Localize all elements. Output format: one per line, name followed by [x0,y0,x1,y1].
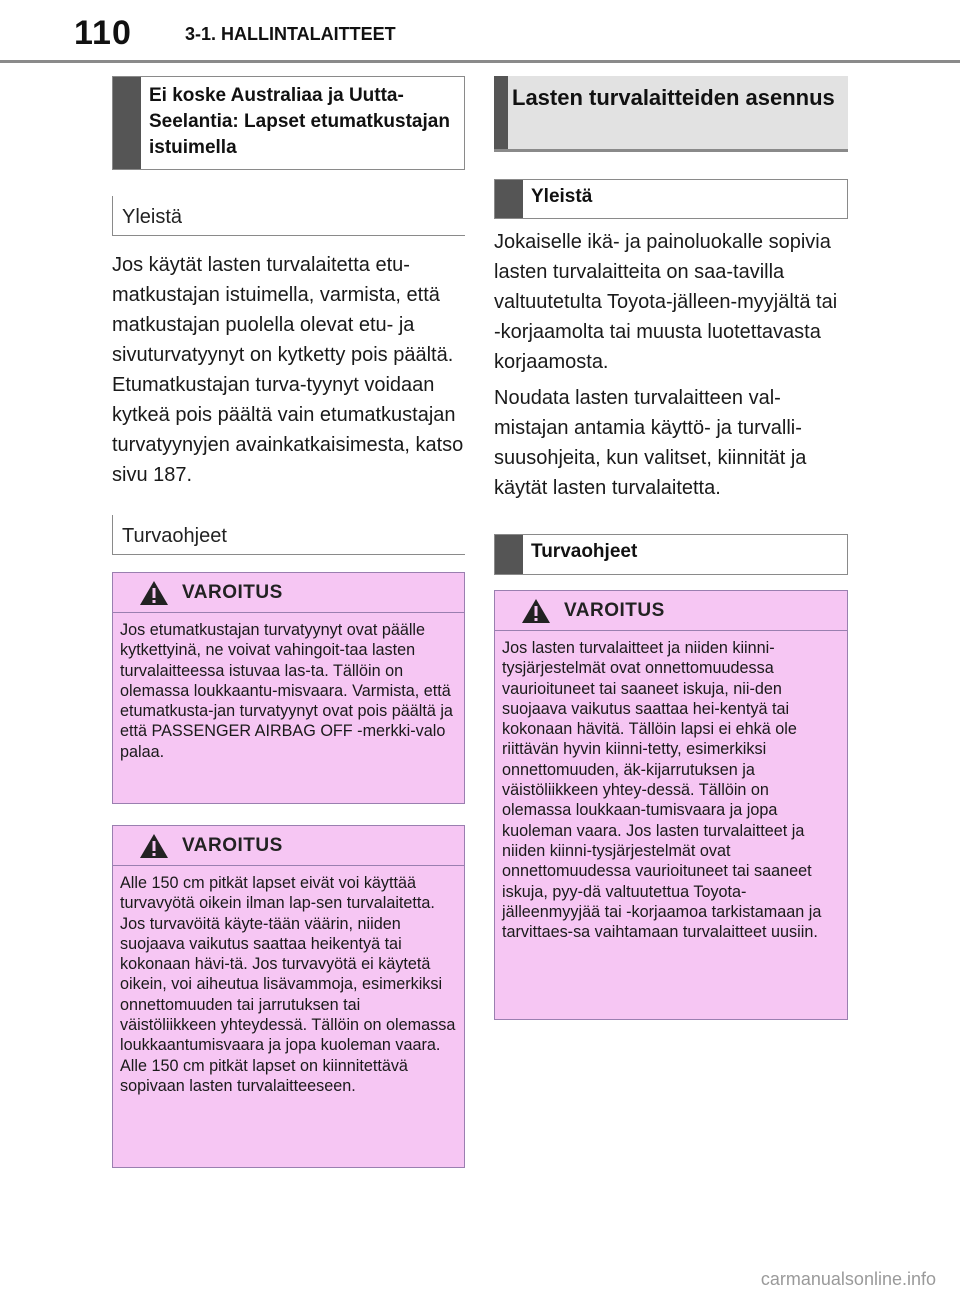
warning-header [113,826,464,866]
section-bar [495,180,523,218]
section-bar [494,76,508,149]
header-divider [0,60,960,63]
paragraph-text: Jos käytät lasten turvalaitetta etu-matkustajan istuimella, varmista, että matkustajan puolella olevat etu- ja sivuturvatyynyt on kytketty pois päältä. Etumatkustajan turva-tyynyt voidaan kytkeä pois päältä vain etumatkustajan turvatyynyjen avainkatkaisimesta, katso sivu 187. [112,254,464,486]
warning-title: VAROITUS [564,600,665,621]
warning-box-1 [112,572,465,804]
subheading-general-right [494,179,848,219]
paragraph-left [112,250,467,496]
chapter-title: 3-1. HALLINTALAITTEET [185,24,396,44]
page-number: 110 [74,14,132,52]
warning-title: VAROITUS [182,835,283,856]
warning-header [113,573,464,613]
section-title-right: Lasten turvalaitteiden asennus [512,85,835,110]
warning-text: Alle 150 cm pitkät lapset eivät voi käyttää turvavyötä oikein ilman lap-sen turvalaitetta. Jos turvavöitä käyte-tään väärin, niiden suojaava vaikutus saattaa heikentyä tai kokonaan hävi-tä. Jos turvavyötä ei käytetä oikein, voi aiheutua lisävammoja, esimerkiksi onnettomuuden tai jarrutuksen tai väistöliikkeen yhteydessä. Tällöin on olemassa loukkaantumisvaara ja jopa kuoleman vaara. Alle 150 cm pitkät lapset on kiinnitettävä sopivaan lasten turvalaitteeseen. [120,874,456,1095]
paragraph-text: Noudata lasten turvalaitteen val-mistajan antamia käyttö- ja turvalli-suusohjeita, kun valitset, kiinnität ja käytät lasten turvalaitetta. [494,387,807,499]
warning-box-2 [112,825,465,1168]
warning-title: VAROITUS [182,582,283,603]
warning-header [495,591,847,631]
warning-triangle-icon [521,598,551,629]
section-title-left: Ei koske Australiaa ja Uutta-Seelantia: Lapset etumatkustajan istuimella [149,85,450,158]
warning-text: Jos etumatkustajan turvatyynyt ovat päälle kytkettyinä, ne voivat vahingoit-taa lasten turvalaitteessa istuvaa las-ta. Tällöin on olemassa loukkaantu-misvaara. Varmista, että etumatkusta-jan turvatyynyt ovat pois päältä ja että PASSENGER AIRBAG OFF -merkki-valo palaa. [120,621,453,761]
subheading-general-left [112,196,465,236]
section-bar [113,77,141,169]
warning-triangle-icon [139,580,169,611]
subheading-safety-right [494,534,848,575]
section-bar [495,535,523,574]
subheading-label: Turvaohjeet [122,525,227,547]
paragraph-text: Jokaiselle ikä- ja painoluokalle sopivia lasten turvalaitteita on saa-tavilla valtuutetulta Toyota-jälleen-myyjältä tai -korjaamolta tai muusta luotettavasta korjaamosta. [494,231,838,373]
watermark: carmanualsonline.info [760,1269,936,1289]
warning-triangle-icon [139,833,169,864]
subheading-label: Turvaohjeet [531,541,638,562]
warning-text: Jos lasten turvalaitteet ja niiden kiinni-tysjärjestelmät ovat onnettomuudessa vaurioituneet tai saaneet iskuja, nii-den suojaava vaikutus saattaa hei-kentyä tai kokonaan hävitä. Tällöin lapsi ei ehkä ole riittävän hyvin kiinni-tetty, esimerkiksi onnettomuuden, äk-kijarrutuksen ja väistöliikkeen yhtey-dessä. Tällöin on olemassa loukkaan-tumisvaara ja jopa kuoleman vaara. Jos lasten turvalaitteet ja niiden kiinni-tysjärjestelmät ovat onnettomuudessa vaurioituneet tai saaneet iskuja, pyy-dä valtuutettua Toyota-jälleenmyyjää tai -korjaamoa tarkistamaan ja tarvittaes-sa vaihtamaan turvalaitteet uusiin. [502,639,822,942]
section-header-right [494,76,848,152]
subheading-label: Yleistä [122,206,183,228]
subheading-label: Yleistä [531,186,593,207]
paragraph-right [494,227,844,509]
section-header-left [112,76,465,170]
page-header [0,0,960,66]
subheading-safety-left [112,515,465,555]
warning-box-3 [494,590,848,1020]
